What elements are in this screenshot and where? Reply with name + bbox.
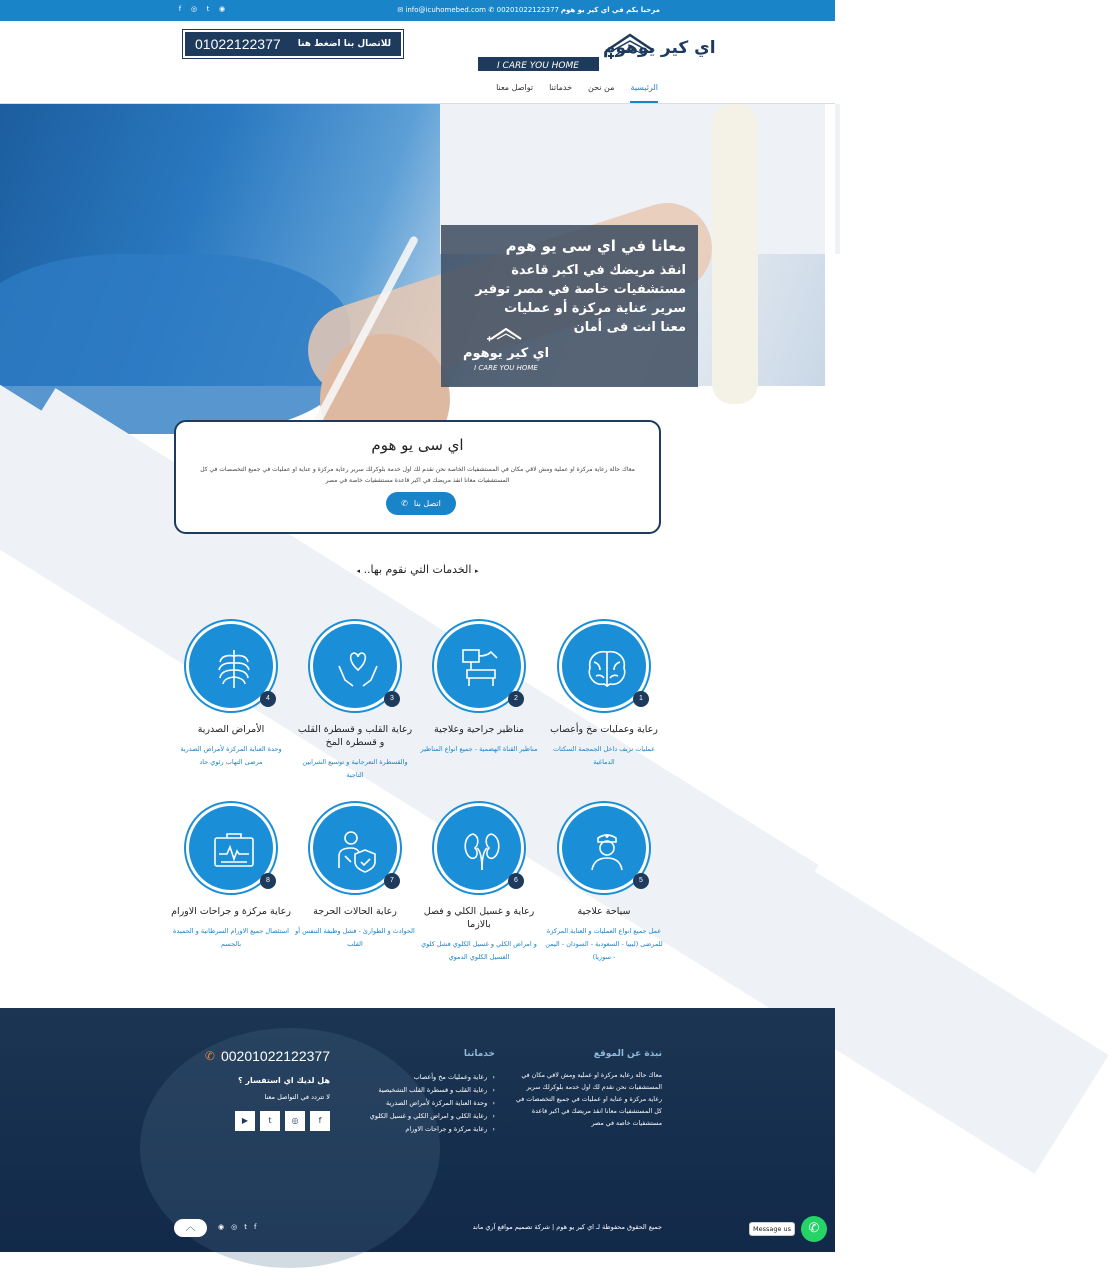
service-title: رعاية الحالات الحرجة [313,906,397,917]
hero-line-3: سرير عناية مركزة أو عمليات [504,301,686,316]
hero-logo [461,323,551,375]
snapchat-icon[interactable]: ◉ [218,1223,225,1231]
hero-logo-arabic: اي كير يوهوم [462,346,550,361]
service-title: مناظير جراحية وعلاجية [434,724,524,735]
topbar-email[interactable]: ✉ info@icuhomebed.com [397,6,486,14]
logo-arabic: اي كير يوهوم [603,38,716,58]
instagram-icon[interactable]: ◎ [190,5,198,13]
hero-line-2: مستشفيات خاصة في مصر توفير [475,282,686,297]
footer-phone-number: 00201022122377 [220,1048,330,1064]
endoscopy-icon [459,646,505,692]
service-circle [559,803,649,893]
service-title: رعاية القلب و قسطرة القلب و قسطرة المخ [297,724,413,748]
service-number: 1 [633,691,649,707]
topbar-email-text: info@icuhomebed.com [405,6,486,14]
service-number: 3 [384,691,400,707]
whatsapp-icon[interactable]: ✆ [801,1216,827,1242]
nav-contact[interactable]: تواصل معنا [496,83,534,92]
hero-banner [0,104,825,386]
hero-overlay [441,225,698,387]
service-title: سياحة علاجية [577,906,631,917]
site-logo[interactable] [478,29,716,77]
service-circle [310,803,400,893]
nurse-icon [584,828,630,874]
service-desc: الحوادث و الطوارئ - فشل وظيفة التنفس أو القلب [295,927,415,948]
phone-icon: ✆ [401,499,408,508]
hero-logo-english: I CARE YOU HOME [474,364,538,372]
footer-service-link[interactable]: ‹ رعاية وعمليات مخ وأعصاب [335,1071,495,1084]
nav-home[interactable]: الرئيسية [630,83,658,103]
services-title: الخدمات التي نقوم بها.. [363,563,472,576]
ribcage-icon [211,646,257,692]
service-number: 7 [384,873,400,889]
service-card-2[interactable] [419,621,539,756]
service-desc: عمليات نزيف داخل الجمجمة السكتات الدماغية [552,745,656,766]
call-us-number: 01022122377 [195,36,281,52]
service-number: 4 [260,691,276,707]
service-card-4[interactable] [171,621,291,769]
footer-service-link[interactable]: ‹ وحدة العناية المركزة لأمراض الصدرية [335,1097,495,1110]
contact-us-label: اتصل بنا [413,499,441,508]
service-card-5[interactable] [544,803,664,964]
logo-english: I CARE YOU HOME [497,61,579,71]
service-desc: مناظير القناة الهضمية - جميع انواع المناظير [420,745,538,753]
service-number: 2 [508,691,524,707]
service-desc: والقسطرة التعرجانية و توسيع الشرايين التاجية [302,758,408,779]
youtube-icon[interactable]: ▶ [235,1111,255,1131]
service-circle [186,621,276,711]
nav-services[interactable]: خدماتنا [549,83,573,92]
services-heading [0,563,835,576]
service-number: 8 [260,873,276,889]
facebook-icon[interactable]: f [178,5,182,13]
twitter-icon[interactable]: t [260,1111,280,1131]
copyright-text: جميع الحقوق محفوظة لـ اي كير يو هوم | شركة تصميم مواقع آري ماند [472,1223,662,1231]
service-title: رعاية و غسيل الكلي و فصل بالازما [423,906,535,930]
hero-line-4: معنا انت فى أمان [573,320,686,335]
emergency-icon [335,828,381,874]
snapchat-icon[interactable]: ◉ [218,5,226,13]
brain-icon [584,646,630,692]
greeting-text: مرحبا بكم في اي كير يو هوم [560,6,660,14]
service-title: رعاية وعمليات مخ وأعصاب [550,724,658,735]
site-header [0,21,835,104]
monitor-icon [211,828,257,874]
instagram-icon[interactable]: ◎ [231,1223,238,1231]
footer-services-title: خدماتنا [463,1049,495,1059]
twitter-icon[interactable]: t [206,5,210,13]
footer-about [512,1048,662,1130]
facebook-icon[interactable]: f [253,1223,257,1231]
call-us-label: للاتصال بنا اضغط هنا [297,39,391,49]
chevron-up-icon: ︿ [185,1222,196,1233]
service-circle [559,621,649,711]
site-footer [0,1008,835,1252]
hero-photo-bed-rail [712,104,758,404]
footer-contact [170,1048,330,1131]
footer-service-link[interactable]: ‹ رعاية الكلي و امراض الكلي و غسيل الكلوي [335,1110,495,1123]
service-card-8[interactable] [171,803,291,951]
top-bar [0,0,835,21]
hero-heading: معانا في اي سى يو هوم [505,237,686,255]
topbar-socials [176,5,226,14]
service-desc: وحدة العناية المركزة لأمراض الصدرية مرضى التهاب رئوي حاد [180,745,282,766]
service-circle [186,803,276,893]
service-number: 5 [633,873,649,889]
contact-us-button[interactable] [386,492,456,515]
service-number: 6 [508,873,524,889]
heart-hands-icon [335,646,381,692]
footer-about-title: نبذة عن الموقع [593,1049,662,1059]
triangle-right-icon: ◂ [356,567,361,575]
footer-bottom-socials [218,1223,256,1231]
about-title: اي سى يو هوم [371,436,464,454]
footer-socials [170,1111,330,1131]
service-card-7[interactable] [295,803,415,951]
footer-service-link[interactable]: ‹ رعاية القلب و قسطرة القلب التشخيصية [335,1084,495,1097]
service-card-1[interactable] [544,621,664,769]
service-circle [310,621,400,711]
service-desc: عمل جميع انواع العمليات و العناية المركزة للمرضى (ليبيا - السعودية - السودان - اليمن - سوريا) [545,927,663,961]
footer-about-text: معاك حالة رعاية مركزة او عملية ومش لاقي مكان في المستشفيات نحن نقدم لك اول خدمة بلوكرلك سرير رعاية مركزة و عناية او عمليات في جميع التخصصات في كل المستشفيات معانا انقذ مريضك في اكبر قاعدة مستشفيات خاصة في مصر [516,1072,662,1127]
call-us-button[interactable] [183,30,403,58]
instagram-icon[interactable]: ◎ [285,1111,305,1131]
hero-line-1: انقذ مريضك في اكبر قاعدة [511,263,686,278]
footer-service-link[interactable]: ‹ رعاية مركزة و جراحات الاورام [335,1123,495,1136]
footer-phone[interactable] [170,1048,330,1064]
message-us-label[interactable]: Message us [749,1222,795,1236]
facebook-icon[interactable]: f [310,1111,330,1131]
service-circle [434,621,524,711]
service-title: رعاية مركزة و جراحات الاورام [171,906,291,917]
service-title: الأمراض الصدرية [197,724,265,735]
footer-question: هل لديك اي استفسار ؟ [237,1076,330,1085]
service-desc: و امراض الكلي و غسيل الكلوي فشل كلوي الغسيل الكلوي الدموي [421,940,537,961]
phone-icon: ✆ [204,1049,215,1063]
service-desc: استئصال جميع الاورام السرطانية و الحميدة بالجسم [173,927,289,948]
service-card-6[interactable] [419,803,539,964]
topbar-phone-text: 00201022122377 [496,6,559,14]
triangle-left-icon: ▸ [474,567,479,575]
service-circle [434,803,524,893]
twitter-icon[interactable]: t [244,1223,247,1231]
about-box [174,420,661,534]
about-text: معاك حالة رعاية مركزة او عملية ومش لاقي مكان في المستشفيات الخاصة نحن نقدم لك اول خدمة بلوكرلك سرير رعاية مركزة و عناية او عمليات في جميع التخصصات في كل المستشفيات معانا انقذ مريضك في اكبر قاعدة مستشفيات خاصة في مصر [200,466,635,484]
kidney-icon [459,828,505,874]
footer-services [335,1048,495,1136]
nav-about[interactable]: من نحن [588,83,615,92]
service-card-3[interactable] [295,621,415,782]
scroll-to-top-button[interactable] [174,1219,207,1237]
topbar-phone[interactable]: ✆ 00201022122377 [488,6,559,14]
footer-question-sub: لا تتردد في التواصل معنا [264,1093,330,1101]
hero-edge [825,104,835,386]
main-nav [478,83,658,103]
